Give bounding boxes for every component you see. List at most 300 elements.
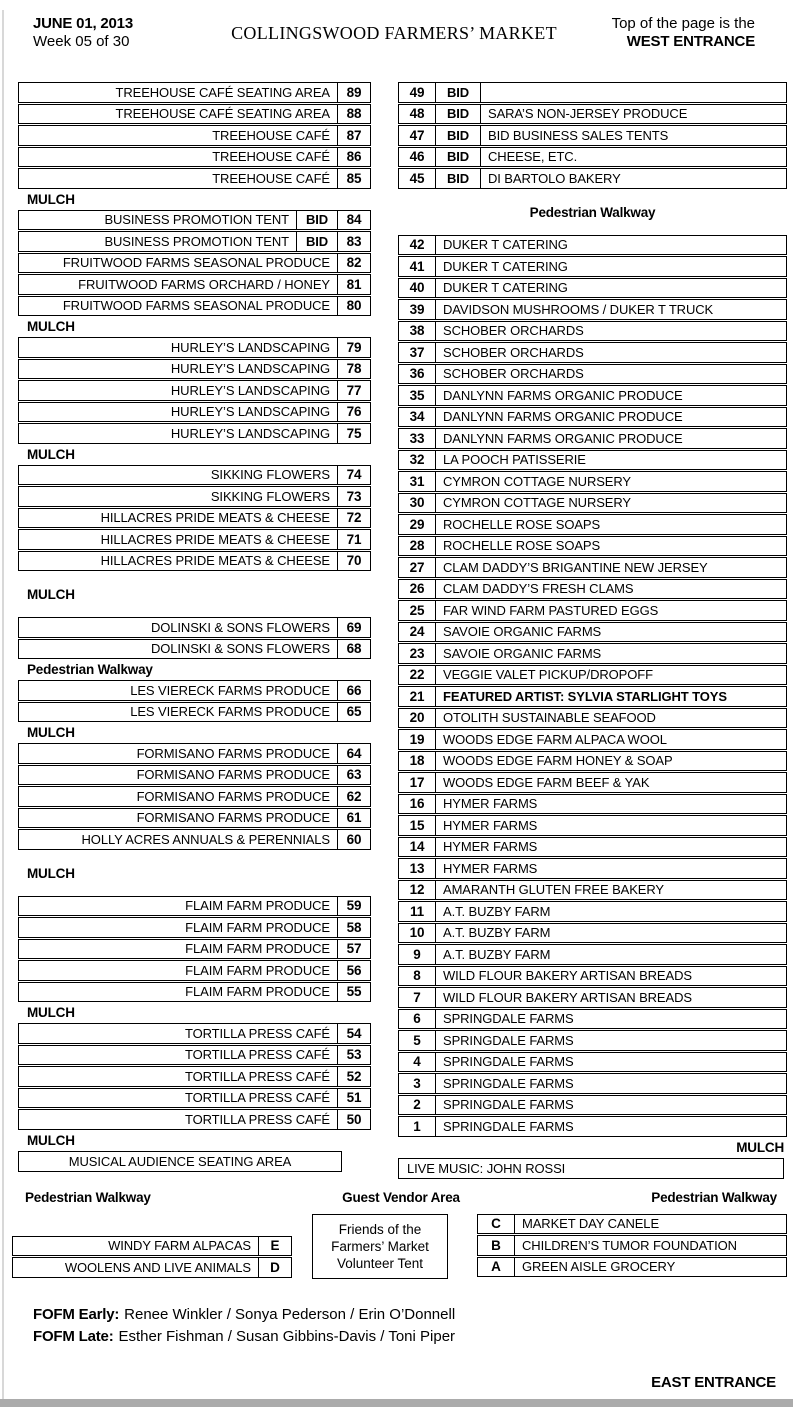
stall-row <box>18 1066 371 1087</box>
orientation-note: Top of the page is the <box>611 15 755 32</box>
stall-row <box>398 686 787 707</box>
stall-number: 46 <box>399 148 436 167</box>
vendor-name: HYMER FARMS <box>443 860 538 876</box>
stall-row <box>18 104 371 125</box>
stall-row <box>398 342 787 363</box>
stall-number: 17 <box>399 773 436 792</box>
vendor-name: SCHOBER ORCHARDS <box>443 344 584 360</box>
stall-number: 70 <box>337 552 370 571</box>
stall-row <box>18 253 371 274</box>
stall-table <box>18 82 371 189</box>
stall-row <box>398 235 787 256</box>
header-orientation-block <box>585 15 755 82</box>
vendor-name: SPRINGDALE FARMS <box>443 1097 574 1113</box>
vendor-name: DANLYNN FARMS ORGANIC PRODUCE <box>443 430 683 446</box>
stall-number: 52 <box>337 1067 370 1086</box>
vendor-name: WINDY FARM ALPACAS <box>108 1238 251 1254</box>
vendor-name: FORMISANO FARMS PRODUCE <box>136 788 330 804</box>
stall-columns <box>0 82 793 1179</box>
mulch-label: MULCH <box>27 865 75 881</box>
stall-row <box>18 939 371 960</box>
stall-row <box>398 407 787 428</box>
stall-number: 11 <box>399 902 436 921</box>
vendor-name: A.T. BUZBY FARM <box>443 903 551 919</box>
stall-number: 80 <box>337 297 370 316</box>
stall-row <box>398 536 787 557</box>
vendor-name: CYMRON COTTAGE NURSERY <box>443 495 632 511</box>
stall-row <box>18 337 371 358</box>
stall-row <box>18 402 371 423</box>
stall-number: 2 <box>399 1096 436 1115</box>
stall-row <box>398 104 787 125</box>
stall-row <box>18 808 371 829</box>
stall-row <box>18 896 371 917</box>
vendor-name: HYMER FARMS <box>443 796 538 812</box>
pedestrian-walkway-label-right: Pedestrian Walkway <box>651 1189 777 1205</box>
stall-row <box>398 579 787 600</box>
vendor-name: DOLINSKI & SONS FLOWERS <box>150 641 330 657</box>
stall-number: 8 <box>399 967 436 986</box>
vendor-name: SPRINGDALE FARMS <box>443 1075 574 1091</box>
page-edge-bottom <box>0 1399 793 1407</box>
stall-row <box>18 529 371 550</box>
vendor-name: HYMER FARMS <box>443 817 538 833</box>
vendor-name: SCHOBER ORCHARDS <box>443 366 584 382</box>
stall-number: 71 <box>337 530 370 549</box>
vendor-name: FEATURED ARTIST: SYLVIA STARLIGHT TOYS <box>443 688 727 704</box>
stall-row <box>398 966 787 987</box>
vendor-name: CHILDREN’S TUMOR FOUNDATION <box>522 1237 737 1253</box>
stall-row <box>398 299 787 320</box>
stall-number: 66 <box>337 681 370 700</box>
vendor-name: BUSINESS PROMOTION TENT <box>104 212 289 228</box>
stall-number: 19 <box>399 730 436 749</box>
stall-number: 61 <box>337 809 370 828</box>
stall-row <box>18 486 371 507</box>
stall-row <box>398 600 787 621</box>
stall-number: 5 <box>399 1031 436 1050</box>
stall-table <box>398 82 787 189</box>
east-stall-column <box>398 82 787 1179</box>
stall-row <box>398 1052 787 1073</box>
vendor-name: FLAIM FARM PRODUCE <box>185 962 330 978</box>
vendor-name: FLAIM FARM PRODUCE <box>185 919 330 935</box>
stall-number: 65 <box>337 703 370 722</box>
stall-number: 10 <box>399 924 436 943</box>
stall-row <box>477 1214 787 1235</box>
stall-table <box>18 617 371 659</box>
vendor-name: HILLACRES PRIDE MEATS & CHEESE <box>100 531 330 547</box>
stall-number: 53 <box>337 1046 370 1065</box>
stall-number: 87 <box>337 126 370 145</box>
stall-row <box>18 1088 371 1109</box>
stall-row <box>18 639 371 660</box>
stall-number: 57 <box>337 940 370 959</box>
mulch-label: MULCH <box>27 319 75 334</box>
stall-row <box>18 210 371 231</box>
vendor-name: SARA’S NON-JERSEY PRODUCE <box>488 106 688 122</box>
stall-row <box>18 917 371 938</box>
stall-row <box>18 147 371 168</box>
vendor-name: HURLEY’S LANDSCAPING <box>170 425 330 441</box>
vendor-name: FLAIM FARM PRODUCE <box>185 898 330 914</box>
stall-number: 42 <box>399 236 436 255</box>
vendor-name: SIKKING FLOWERS <box>210 467 330 483</box>
vendor-name: DUKER T CATERING <box>443 258 568 274</box>
stall-letter: A <box>478 1258 515 1277</box>
vendor-name: ROCHELLE ROSE SOAPS <box>443 516 601 532</box>
stall-letter: C <box>478 1215 515 1234</box>
stall-number: 23 <box>399 644 436 663</box>
vendor-name: TORTILLA PRESS CAFÉ <box>184 1090 330 1106</box>
stall-table <box>398 235 787 1137</box>
stall-row <box>398 794 787 815</box>
stall-row <box>18 1109 371 1130</box>
bid-tag: BID <box>436 169 481 188</box>
vendor-name <box>481 83 786 102</box>
west-entrance-label: WEST ENTRANCE <box>626 33 755 50</box>
stall-row <box>398 1009 787 1030</box>
vendor-name: DANLYNN FARMS ORGANIC PRODUCE <box>443 387 683 403</box>
stall-number: 40 <box>399 279 436 298</box>
stall-row <box>18 786 371 807</box>
stall-number: 63 <box>337 766 370 785</box>
vendor-name: HURLEY’S LANDSCAPING <box>170 382 330 398</box>
vendor-name: CLAM DADDY’S BRIGANTINE NEW JERSEY <box>443 559 708 575</box>
vendor-name: SAVOIE ORGANIC FARMS <box>443 645 602 661</box>
vendor-name: HYMER FARMS <box>443 839 538 855</box>
bid-tag: BID <box>436 148 481 167</box>
stall-number: 22 <box>399 666 436 685</box>
stall-number: 26 <box>399 580 436 599</box>
stall-number: 75 <box>337 424 370 443</box>
stall-number: 54 <box>337 1024 370 1043</box>
vendor-name: DUKER T CATERING <box>443 237 568 253</box>
vendor-name: WOODS EDGE FARM ALPACA WOOL <box>443 731 667 747</box>
stall-row <box>398 168 787 189</box>
vendor-name: DAVIDSON MUSHROOMS / DUKER T TRUCK <box>443 301 714 317</box>
vendor-name: DOLINSKI & SONS FLOWERS <box>150 619 330 635</box>
mulch-label: MULCH <box>27 191 75 207</box>
page-edge-left <box>2 10 4 1399</box>
vendor-name: TREEHOUSE CAFÉ <box>212 170 330 186</box>
vendor-name: HOLLY ACRES ANNUALS & PERENNIALS <box>81 831 330 847</box>
stall-row <box>398 858 787 879</box>
stall-row <box>398 729 787 750</box>
stall-number: 7 <box>399 988 436 1007</box>
vendor-name: LA POOCH PATISSERIE <box>443 452 586 468</box>
stall-row <box>18 231 371 252</box>
stall-row <box>18 617 371 638</box>
vendor-name: FORMISANO FARMS PRODUCE <box>136 745 330 761</box>
footer <box>33 1304 793 1391</box>
stall-row <box>398 1095 787 1116</box>
stall-number: 14 <box>399 838 436 857</box>
stall-row <box>398 125 787 146</box>
stall-number: 35 <box>399 386 436 405</box>
bid-tag: BID <box>436 105 481 124</box>
stall-number: 48 <box>399 105 436 124</box>
stall-number: 88 <box>337 105 370 124</box>
stall-number: 64 <box>337 744 370 763</box>
stall-row <box>18 1023 371 1044</box>
stall-number: 37 <box>399 343 436 362</box>
mulch-label: MULCH <box>27 587 75 602</box>
stall-row <box>18 1045 371 1066</box>
stall-number: 34 <box>399 408 436 427</box>
stall-row <box>477 1235 787 1256</box>
stall-table <box>18 680 371 722</box>
stall-number: 28 <box>399 537 436 556</box>
stall-number: 47 <box>399 126 436 145</box>
fofm-early-line <box>33 1304 793 1326</box>
stall-row <box>18 551 371 572</box>
stall-number: 62 <box>337 787 370 806</box>
vendor-name: LES VIERECK FARMS PRODUCE <box>130 682 330 698</box>
area-labels-row <box>25 1190 777 1205</box>
stall-number: 25 <box>399 601 436 620</box>
vendor-name: HILLACRES PRIDE MEATS & CHEESE <box>100 510 330 526</box>
stall-number: 21 <box>399 687 436 706</box>
stall-number: 76 <box>337 403 370 422</box>
stall-row <box>398 751 787 772</box>
vendor-name: SPRINGDALE FARMS <box>443 1032 574 1048</box>
bid-tag: BID <box>296 232 337 251</box>
stall-number: 20 <box>399 709 436 728</box>
guest-vendor-zone <box>0 1214 793 1284</box>
header-date-block <box>33 15 203 82</box>
stall-row <box>398 880 787 901</box>
stall-number: 86 <box>337 148 370 167</box>
stall-number: 24 <box>399 623 436 642</box>
vendor-name: WOODS EDGE FARM BEEF & YAK <box>443 774 650 790</box>
stall-table <box>18 337 371 444</box>
vendor-name: FRUITWOOD FARMS SEASONAL PRODUCE <box>62 255 330 271</box>
stall-number: 79 <box>337 338 370 357</box>
fofm-late-names: Esther Fishman / Susan Gibbins-Davis / Toni Piper <box>118 1327 456 1345</box>
vendor-name: WOODS EDGE FARM HONEY & SOAP <box>443 753 673 769</box>
vendor-name: BID BUSINESS SALES TENTS <box>488 127 669 143</box>
stall-row <box>398 557 787 578</box>
stall-row <box>398 944 787 965</box>
stall-number: 36 <box>399 365 436 384</box>
stall-table <box>18 210 371 317</box>
mulch-label: MULCH <box>27 725 75 740</box>
stall-number: 30 <box>399 494 436 513</box>
stall-number: 27 <box>399 558 436 577</box>
volunteer-tent-line: Friends of the <box>338 1221 422 1237</box>
stall-number: 12 <box>399 881 436 900</box>
stall-number: 45 <box>399 169 436 188</box>
vendor-name: DANLYNN FARMS ORGANIC PRODUCE <box>443 409 683 425</box>
vendor-name: SPRINGDALE FARMS <box>443 1118 574 1134</box>
vendor-name: SAVOIE ORGANIC FARMS <box>443 624 602 640</box>
vendor-name: HURLEY’S LANDSCAPING <box>170 339 330 355</box>
stall-row <box>398 385 787 406</box>
stall-number: 18 <box>399 752 436 771</box>
stall-row <box>18 680 371 701</box>
stall-row <box>18 168 371 189</box>
stall-row <box>398 256 787 277</box>
bid-tag: BID <box>436 126 481 145</box>
vendor-name: TORTILLA PRESS CAFÉ <box>184 1111 330 1127</box>
stall-row <box>12 1257 292 1278</box>
vendor-name: DI BARTOLO BAKERY <box>488 170 621 186</box>
vendor-name: SCHOBER ORCHARDS <box>443 323 584 339</box>
east-entrance-label: EAST ENTRANCE <box>651 1373 776 1391</box>
stall-number: 60 <box>337 830 370 849</box>
stall-row <box>18 508 371 529</box>
stall-row <box>18 465 371 486</box>
stall-row <box>398 493 787 514</box>
stall-row <box>18 296 371 317</box>
vendor-name: WOOLENS AND LIVE ANIMALS <box>64 1259 251 1275</box>
stall-number: 83 <box>337 232 370 251</box>
vendor-name: LES VIERECK FARMS PRODUCE <box>130 704 330 720</box>
stall-number: 73 <box>337 487 370 506</box>
fofm-early-label: FOFM Early: <box>33 1305 120 1323</box>
stall-row <box>398 450 787 471</box>
vendor-name: TORTILLA PRESS CAFÉ <box>184 1047 330 1063</box>
stall-row <box>398 815 787 836</box>
stall-number: 4 <box>399 1053 436 1072</box>
week-heading: Week 05 of 30 <box>33 33 130 50</box>
stall-row <box>18 982 371 1003</box>
stall-table <box>18 465 371 572</box>
stall-table <box>18 896 371 1003</box>
vendor-name: FORMISANO FARMS PRODUCE <box>136 767 330 783</box>
vendor-name: FORMISANO FARMS PRODUCE <box>136 810 330 826</box>
stall-table <box>18 743 371 850</box>
vendor-name: TORTILLA PRESS CAFÉ <box>184 1068 330 1084</box>
vendor-name: TREEHOUSE CAFÉ <box>212 149 330 165</box>
stall-number: 82 <box>337 254 370 273</box>
vendor-name: HILLACRES PRIDE MEATS & CHEESE <box>100 553 330 569</box>
vendor-name: BUSINESS PROMOTION TENT <box>104 233 289 249</box>
stall-row <box>398 514 787 535</box>
vendor-name: VEGGIE VALET PICKUP/DROPOFF <box>443 667 653 683</box>
stall-number: 3 <box>399 1074 436 1093</box>
vendor-name: HURLEY’S LANDSCAPING <box>170 361 330 377</box>
vendor-name: WILD FLOUR BAKERY ARTISAN BREADS <box>443 968 692 984</box>
bid-tag: BID <box>296 211 337 230</box>
stall-row <box>398 708 787 729</box>
stall-number: 33 <box>399 429 436 448</box>
mulch-label: MULCH <box>27 1005 75 1020</box>
volunteer-tent-line: Farmers’ Market <box>331 1238 429 1254</box>
vendor-name: TORTILLA PRESS CAFÉ <box>184 1025 330 1041</box>
stall-number: 39 <box>399 300 436 319</box>
market-title: COLLINGSWOOD FARMERS’ MARKET <box>231 23 557 43</box>
stall-row <box>18 423 371 444</box>
pedestrian-walkway-label: Pedestrian Walkway <box>27 662 153 677</box>
vendor-name: A.T. BUZBY FARM <box>443 946 551 962</box>
stall-number: 49 <box>399 83 436 102</box>
stall-number: 77 <box>337 381 370 400</box>
stall-row <box>398 1116 787 1137</box>
stall-number: 74 <box>337 466 370 485</box>
stall-number: 29 <box>399 515 436 534</box>
date-heading: JUNE 01, 2013 <box>33 15 133 32</box>
vendor-name: SPRINGDALE FARMS <box>443 1011 574 1027</box>
fofm-late-line <box>33 1326 793 1348</box>
stall-table-ed <box>12 1236 292 1279</box>
stall-row <box>398 622 787 643</box>
guest-vendor-area-label: Guest Vendor Area <box>342 1189 460 1205</box>
stall-number: 84 <box>337 211 370 230</box>
stall-number: 31 <box>399 472 436 491</box>
stall-row <box>398 987 787 1008</box>
vendor-name: FRUITWOOD FARMS SEASONAL PRODUCE <box>62 298 330 314</box>
stall-number: 41 <box>399 257 436 276</box>
fofm-early-names: Renee Winkler / Sonya Pederson / Erin O’Donnell <box>124 1305 456 1323</box>
vendor-name: CLAM DADDY’S FRESH CLAMS <box>443 581 634 597</box>
stall-number: 15 <box>399 816 436 835</box>
musical-audience-seating-box: MUSICAL AUDIENCE SEATING AREA <box>18 1151 342 1172</box>
vendor-name: MARKET DAY CANELE <box>522 1216 660 1232</box>
stall-number: 56 <box>337 961 370 980</box>
vendor-name: SIKKING FLOWERS <box>210 488 330 504</box>
vendor-name: FLAIM FARM PRODUCE <box>185 984 330 1000</box>
vendor-name: ROCHELLE ROSE SOAPS <box>443 538 601 554</box>
vendor-name: HURLEY’S LANDSCAPING <box>170 404 330 420</box>
mulch-label: MULCH <box>736 1139 784 1155</box>
stall-row <box>398 278 787 299</box>
stall-number: 81 <box>337 275 370 294</box>
stall-letter: B <box>478 1236 515 1255</box>
stall-row <box>18 82 371 103</box>
stall-row <box>18 702 371 723</box>
stall-row <box>18 380 371 401</box>
stall-number: 50 <box>337 1110 370 1129</box>
bid-tag: BID <box>436 83 481 102</box>
stall-number: 1 <box>399 1117 436 1136</box>
pedestrian-walkway-label-left: Pedestrian Walkway <box>25 1189 151 1205</box>
live-music-box: LIVE MUSIC: JOHN ROSSI <box>398 1158 784 1179</box>
stall-row <box>398 772 787 793</box>
stall-row <box>18 765 371 786</box>
stall-number: 68 <box>337 640 370 659</box>
vendor-name: FAR WIND FARM PASTURED EGGS <box>443 602 659 618</box>
stall-number: 59 <box>337 897 370 916</box>
stall-number: 85 <box>337 169 370 188</box>
stall-number: 58 <box>337 918 370 937</box>
stall-row <box>398 1030 787 1051</box>
stall-table-cba <box>477 1214 787 1279</box>
stall-row <box>398 147 787 168</box>
stall-number: 16 <box>399 795 436 814</box>
stall-row <box>18 743 371 764</box>
stall-row <box>398 665 787 686</box>
stall-row <box>18 359 371 380</box>
volunteer-tent-box <box>312 1214 448 1279</box>
stall-letter: E <box>258 1237 291 1256</box>
stall-row <box>18 829 371 850</box>
stall-number: 9 <box>399 945 436 964</box>
stall-number: 38 <box>399 322 436 341</box>
stall-row <box>12 1236 292 1257</box>
stall-row <box>398 321 787 342</box>
vendor-name: OTOLITH SUSTAINABLE SEAFOOD <box>443 710 656 726</box>
vendor-name: GREEN AISLE GROCERY <box>522 1259 676 1275</box>
stall-row <box>18 125 371 146</box>
stall-row <box>477 1257 787 1278</box>
vendor-name: CYMRON COTTAGE NURSERY <box>443 473 632 489</box>
stall-letter: D <box>258 1258 291 1277</box>
stall-row <box>398 428 787 449</box>
stall-number: 55 <box>337 983 370 1002</box>
stall-row <box>398 643 787 664</box>
